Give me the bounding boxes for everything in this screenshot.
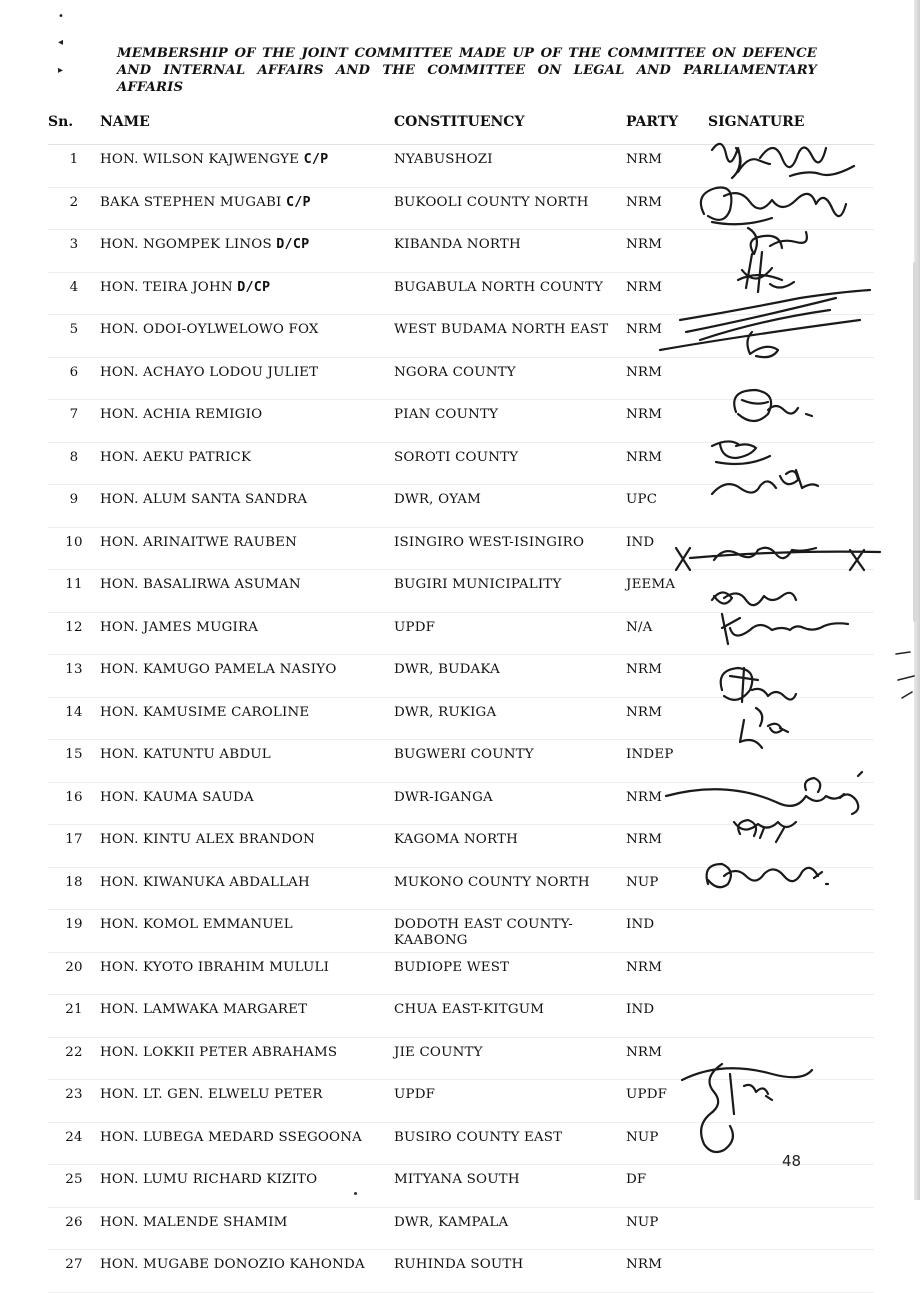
table-row bbox=[48, 230, 874, 273]
cell-sn: 13 bbox=[48, 655, 100, 698]
member-name: HON. KOMOL EMMANUEL bbox=[100, 917, 293, 932]
cell-name bbox=[100, 485, 394, 528]
cell-constituency: UPDF bbox=[394, 1080, 626, 1123]
cell-party: NRM bbox=[626, 272, 708, 315]
table-row bbox=[48, 485, 874, 528]
cell-party: JEEMA bbox=[626, 570, 708, 613]
table-row bbox=[48, 527, 874, 570]
member-name: HON. LUBEGA MEDARD SSEGOONA bbox=[100, 1129, 363, 1145]
cell-party: IND bbox=[626, 995, 708, 1038]
cell-signature-signed bbox=[708, 952, 874, 995]
member-name: HON. JAMES MUGIRA bbox=[100, 619, 259, 635]
member-name: HON. KAMUGO PAMELA NASIYO bbox=[100, 662, 337, 677]
cell-constituency: SOROTI COUNTY bbox=[394, 442, 626, 485]
column-header-signature: SIGNATURE bbox=[708, 110, 874, 145]
cell-party: NRM bbox=[626, 1037, 708, 1080]
member-name: HON. KYOTO IBRAHIM MULULI bbox=[100, 959, 330, 975]
cell-constituency: DWR, RUKIGA bbox=[394, 697, 626, 740]
table-row bbox=[48, 612, 874, 655]
cell-name bbox=[100, 1165, 394, 1208]
cell-party: NRM bbox=[626, 442, 708, 485]
cell-signature-signed bbox=[708, 442, 874, 485]
table-row bbox=[48, 1165, 874, 1208]
cell-constituency: DWR, OYAM bbox=[394, 485, 626, 528]
cell-sn: 26 bbox=[48, 1207, 100, 1250]
cell-constituency: NYABUSHOZI bbox=[394, 145, 626, 188]
cell-constituency: DODOTH EAST COUNTY-KAABONG bbox=[394, 910, 626, 953]
cell-party: NRM bbox=[626, 230, 708, 273]
member-name: HON. KATUNTU ABDUL bbox=[100, 747, 271, 762]
cell-constituency: DWR, BUDAKA bbox=[394, 655, 626, 698]
table-row bbox=[48, 357, 874, 400]
cell-signature-blank bbox=[708, 740, 874, 783]
member-name: HON. LT. GEN. ELWELU PETER bbox=[100, 1087, 323, 1102]
cell-constituency: ISINGIRO WEST-ISINGIRO bbox=[394, 527, 626, 570]
scrollbar-thumb[interactable] bbox=[913, 262, 917, 622]
table-row bbox=[48, 1207, 874, 1250]
cell-signature-signed bbox=[708, 145, 874, 188]
column-header-party: PARTY bbox=[626, 110, 708, 145]
cell-party: DF bbox=[626, 1165, 708, 1208]
margin-bullet-1: • bbox=[58, 11, 64, 22]
member-name: HON. KAMUSIME CAROLINE bbox=[100, 704, 310, 720]
member-name: HON. ACHIA REMIGIO bbox=[100, 407, 263, 422]
cell-party: NRM bbox=[626, 1250, 708, 1293]
cell-name bbox=[100, 315, 394, 358]
cell-name bbox=[100, 910, 394, 953]
table-row bbox=[48, 1037, 874, 1080]
cell-name bbox=[100, 145, 394, 188]
cell-signature-blank bbox=[708, 867, 874, 910]
cell-party: NRM bbox=[626, 145, 708, 188]
table-row bbox=[48, 910, 874, 953]
cell-party: NRM bbox=[626, 655, 708, 698]
cell-constituency: RUHINDA SOUTH bbox=[394, 1250, 626, 1293]
cell-constituency: JIE COUNTY bbox=[394, 1037, 626, 1080]
cell-constituency: NGORA COUNTY bbox=[394, 357, 626, 400]
cell-signature-blank bbox=[708, 612, 874, 655]
cell-name bbox=[100, 527, 394, 570]
cell-signature-signed bbox=[708, 782, 874, 825]
table-row bbox=[48, 442, 874, 485]
cell-name bbox=[100, 612, 394, 655]
member-name: HON. ARINAITWE RAUBEN bbox=[100, 534, 298, 550]
cell-constituency: CHUA EAST-KITGUM bbox=[394, 995, 626, 1038]
cell-sn: 25 bbox=[48, 1165, 100, 1208]
table-row bbox=[48, 697, 874, 740]
table-row bbox=[48, 867, 874, 910]
cell-name bbox=[100, 1037, 394, 1080]
table-row bbox=[48, 655, 874, 698]
cell-name bbox=[100, 952, 394, 995]
cell-sn: 19 bbox=[48, 910, 100, 953]
cell-constituency: MUKONO COUNTY NORTH bbox=[394, 867, 626, 910]
cell-sn: 9 bbox=[48, 485, 100, 528]
cell-name bbox=[100, 995, 394, 1038]
cell-party: NRM bbox=[626, 825, 708, 868]
cell-signature-signed bbox=[708, 187, 874, 230]
table-row bbox=[48, 1250, 874, 1293]
margin-bullet-3: ▸ bbox=[58, 65, 64, 76]
table-row bbox=[48, 1122, 874, 1165]
member-name: HON. WILSON KAJWENGYE bbox=[100, 152, 300, 167]
cell-party: UPC bbox=[626, 485, 708, 528]
cell-sn: 8 bbox=[48, 442, 100, 485]
member-name: HON. LOKKII PETER ABRAHAMS bbox=[100, 1044, 338, 1060]
cell-constituency: DWR, KAMPALA bbox=[394, 1207, 626, 1250]
member-name: HON. NGOMPEK LINOS bbox=[100, 237, 272, 252]
member-name: HON. KAUMA SAUDA bbox=[100, 789, 254, 805]
cell-signature-blank bbox=[708, 1037, 874, 1080]
cell-sn: 10 bbox=[48, 527, 100, 570]
cell-party: NRM bbox=[626, 952, 708, 995]
margin-bullet-2: ◂ bbox=[58, 37, 64, 48]
cell-name bbox=[100, 357, 394, 400]
cell-constituency: KIBANDA NORTH bbox=[394, 230, 626, 273]
cell-sn: 15 bbox=[48, 740, 100, 783]
cell-party: NRM bbox=[626, 697, 708, 740]
cell-signature-blank bbox=[708, 1165, 874, 1208]
cell-signature-signed bbox=[708, 315, 874, 358]
column-header-name: NAME bbox=[100, 110, 394, 145]
table-row bbox=[48, 952, 874, 995]
cell-signature-signed bbox=[708, 995, 874, 1038]
cell-sn: 12 bbox=[48, 612, 100, 655]
cell-signature-blank bbox=[708, 570, 874, 613]
cell-constituency: WEST BUDAMA NORTH EAST bbox=[394, 315, 626, 358]
cell-name bbox=[100, 740, 394, 783]
table-row bbox=[48, 315, 874, 358]
membership-table bbox=[48, 110, 874, 1293]
cell-party: NUP bbox=[626, 867, 708, 910]
cell-name bbox=[100, 1207, 394, 1250]
cell-name bbox=[100, 1250, 394, 1293]
cell-sn: 4 bbox=[48, 272, 100, 315]
cell-name bbox=[100, 697, 394, 740]
member-name: HON. ALUM SANTA SANDRA bbox=[100, 492, 308, 507]
cell-constituency: BUGABULA NORTH COUNTY bbox=[394, 272, 626, 315]
table-row bbox=[48, 1080, 874, 1123]
cell-signature-signed bbox=[708, 1250, 874, 1293]
table-row bbox=[48, 400, 874, 443]
cell-sn: 14 bbox=[48, 697, 100, 740]
cell-constituency: PIAN COUNTY bbox=[394, 400, 626, 443]
cell-party: IND bbox=[626, 910, 708, 953]
cell-party: NRM bbox=[626, 315, 708, 358]
cell-signature-signed bbox=[708, 272, 874, 315]
cell-party: UPDF bbox=[626, 1080, 708, 1123]
cell-sn: 27 bbox=[48, 1250, 100, 1293]
cell-signature-signed bbox=[708, 230, 874, 273]
member-name: HON. TEIRA JOHN bbox=[100, 279, 233, 295]
table-row bbox=[48, 145, 874, 188]
member-name: HON. ACHAYO LODOU JULIET bbox=[100, 364, 319, 380]
table-row bbox=[48, 570, 874, 613]
member-name: HON. AEKU PATRICK bbox=[100, 449, 252, 465]
cell-name bbox=[100, 272, 394, 315]
member-name: HON. MALENDE SHAMIM bbox=[100, 1214, 288, 1230]
cell-sn: 21 bbox=[48, 995, 100, 1038]
cell-signature-signed bbox=[708, 655, 874, 698]
cell-name bbox=[100, 187, 394, 230]
cell-sn: 7 bbox=[48, 400, 100, 443]
cell-sn: 24 bbox=[48, 1122, 100, 1165]
column-header-constituency: CONSTITUENCY bbox=[394, 110, 626, 145]
cell-sn: 18 bbox=[48, 867, 100, 910]
member-name: HON. LAMWAKA MARGARET bbox=[100, 1002, 308, 1017]
cell-party: NRM bbox=[626, 782, 708, 825]
cell-name bbox=[100, 655, 394, 698]
cell-constituency: DWR-IGANGA bbox=[394, 782, 626, 825]
cell-party: NUP bbox=[626, 1122, 708, 1165]
cell-name bbox=[100, 1122, 394, 1165]
page-number: 48 bbox=[782, 1152, 802, 1170]
table-row bbox=[48, 825, 874, 868]
cell-party: IND bbox=[626, 527, 708, 570]
cell-signature-signed bbox=[708, 697, 874, 740]
cell-party: NRM bbox=[626, 400, 708, 443]
cell-constituency: BUGWERI COUNTY bbox=[394, 740, 626, 783]
cell-sn: 22 bbox=[48, 1037, 100, 1080]
cell-name bbox=[100, 782, 394, 825]
cell-signature-blank bbox=[708, 1207, 874, 1250]
member-role: C/P bbox=[303, 152, 329, 167]
member-name: BAKA STEPHEN MUGABI bbox=[100, 194, 282, 210]
scan-speck bbox=[354, 1192, 357, 1195]
cell-signature-signed bbox=[708, 485, 874, 528]
cell-name bbox=[100, 400, 394, 443]
cell-constituency: BUGIRI MUNICIPALITY bbox=[394, 570, 626, 613]
cell-signature-blank bbox=[708, 1080, 874, 1123]
member-name: HON. BASALIRWA ASUMAN bbox=[100, 577, 301, 592]
cell-sn: 3 bbox=[48, 230, 100, 273]
member-role: D/CP bbox=[276, 237, 310, 252]
column-header-sn: Sn. bbox=[48, 110, 100, 145]
cell-sn: 17 bbox=[48, 825, 100, 868]
member-name: HON. MUGABE DONOZIO KAHONDA bbox=[100, 1257, 365, 1272]
member-role: D/CP bbox=[237, 279, 271, 295]
table-row bbox=[48, 995, 874, 1038]
cell-sn: 2 bbox=[48, 187, 100, 230]
table-row bbox=[48, 782, 874, 825]
member-name: HON. LUMU RICHARD KIZITO bbox=[100, 1172, 318, 1187]
cell-name bbox=[100, 442, 394, 485]
cell-constituency: BUSIRO COUNTY EAST bbox=[394, 1122, 626, 1165]
cell-sn: 6 bbox=[48, 357, 100, 400]
cell-party: NRM bbox=[626, 187, 708, 230]
cell-signature-signed bbox=[708, 825, 874, 868]
cell-party: NRM bbox=[626, 357, 708, 400]
table-row bbox=[48, 187, 874, 230]
cell-party: N/A bbox=[626, 612, 708, 655]
member-name: HON. ODOI-OYLWELOWO FOX bbox=[100, 322, 319, 337]
member-name: HON. KINTU ALEX BRANDON bbox=[100, 832, 315, 847]
cell-signature-signed bbox=[708, 910, 874, 953]
cell-signature-signed bbox=[708, 357, 874, 400]
cell-constituency: BUDIOPE WEST bbox=[394, 952, 626, 995]
cell-constituency: MITYANA SOUTH bbox=[394, 1165, 626, 1208]
cell-signature-signed bbox=[708, 527, 874, 570]
table-header-row bbox=[48, 110, 874, 145]
document-heading: MEMBERSHIP OF THE JOINT COMMITTEE MADE UP OF THE COMMITTEE ON DEFENCE AND INTERNAL AFFAIRS AND THE COMMITTEE ON LEGAL AND PARLIAMENTARY AFFARIS bbox=[117, 46, 817, 95]
cell-name bbox=[100, 570, 394, 613]
cell-sn: 23 bbox=[48, 1080, 100, 1123]
cell-sn: 1 bbox=[48, 145, 100, 188]
cell-constituency: UPDF bbox=[394, 612, 626, 655]
cell-constituency: KAGOMA NORTH bbox=[394, 825, 626, 868]
cell-name bbox=[100, 825, 394, 868]
cell-signature-blank bbox=[708, 400, 874, 443]
cell-party: INDEP bbox=[626, 740, 708, 783]
cell-constituency: BUKOOLI COUNTY NORTH bbox=[394, 187, 626, 230]
table-row bbox=[48, 740, 874, 783]
cell-name bbox=[100, 1080, 394, 1123]
cell-party: NUP bbox=[626, 1207, 708, 1250]
cell-name bbox=[100, 867, 394, 910]
cell-sn: 11 bbox=[48, 570, 100, 613]
member-name: HON. KIWANUKA ABDALLAH bbox=[100, 874, 310, 890]
table-row bbox=[48, 272, 874, 315]
cell-sn: 20 bbox=[48, 952, 100, 995]
member-role: C/P bbox=[285, 194, 311, 210]
cell-sn: 5 bbox=[48, 315, 100, 358]
cell-name bbox=[100, 230, 394, 273]
cell-sn: 16 bbox=[48, 782, 100, 825]
